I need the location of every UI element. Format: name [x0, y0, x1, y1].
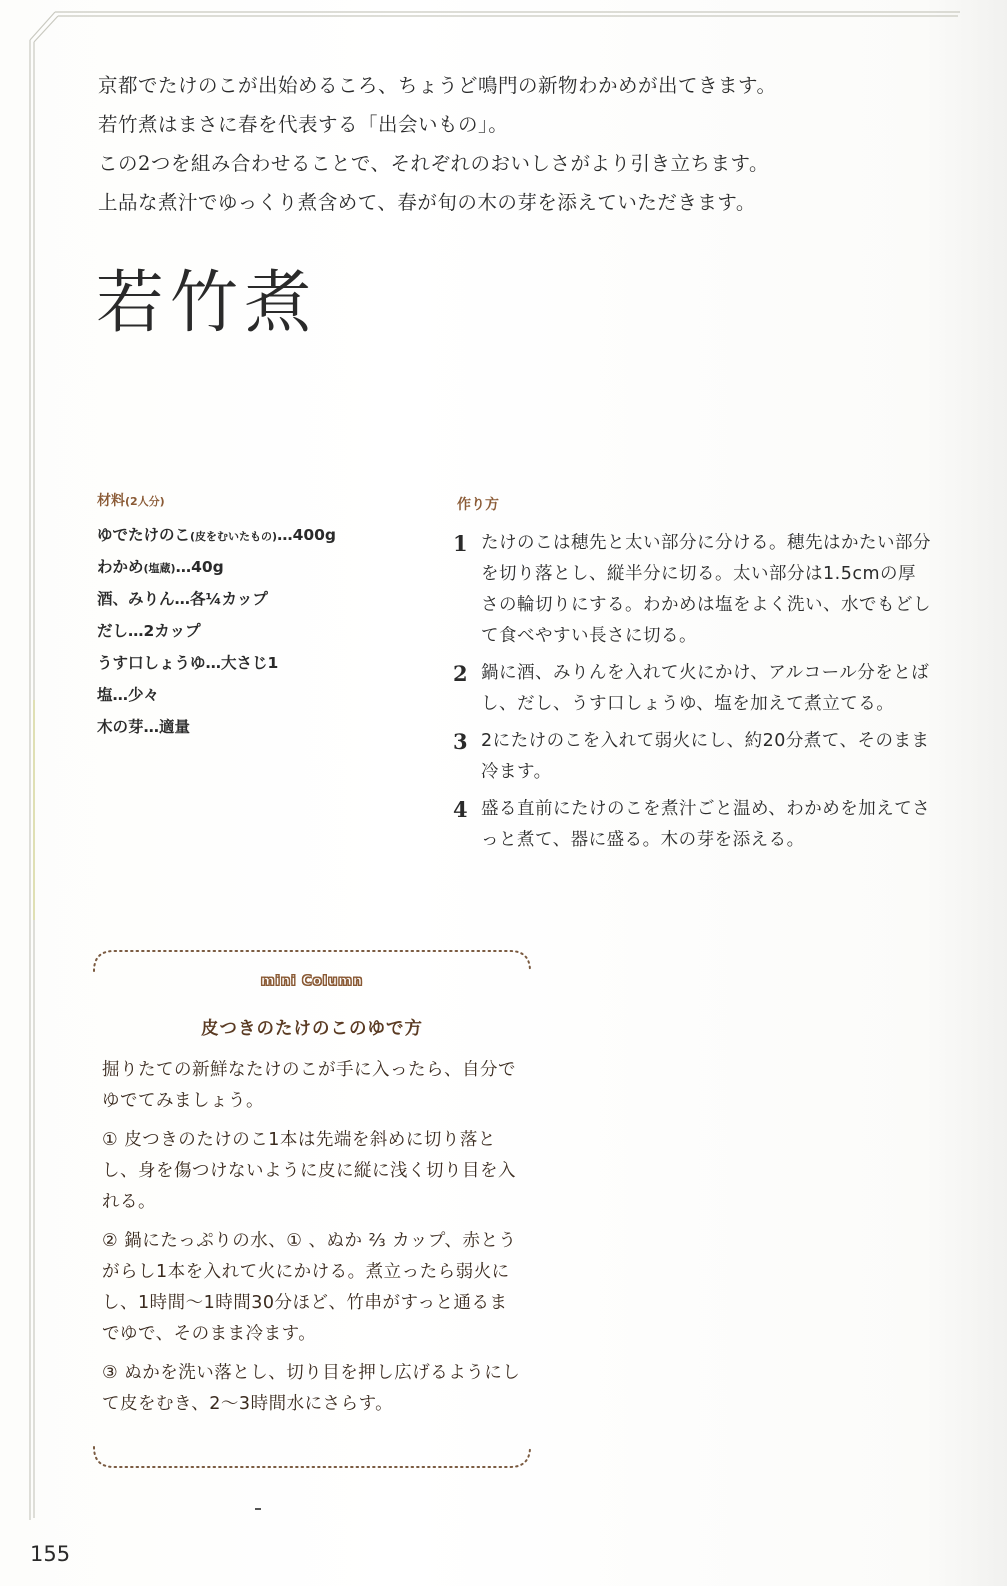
step-number: 4 — [453, 797, 468, 822]
column-paragraph: ① 皮つきのたけのこ1本は先端を斜めに切り落とし、身を傷つけないように皮に縦に浅く切り目を入れる。 — [102, 1130, 516, 1212]
step-text: 鍋に酒、みりんを入れて火にかけ、アルコール分をとばし、だし、うす口しょうゆ、塩を加えて煮立てる。 — [481, 663, 930, 714]
step-text: 盛る直前にたけのこを煮汁ごと温め、わかめを加えてさっと煮て、器に盛る。木の芽を添える。 — [481, 799, 931, 850]
intro-line: 京都でたけのこが出始めるころ、ちょうど鳴門の新物わかめが出てきます。 — [98, 74, 777, 97]
column-label: mini Column — [260, 974, 364, 989]
ingredient-item: だし…2カップ — [97, 622, 201, 640]
ingredient-item: うす口しょうゆ…大さじ1 — [97, 654, 279, 672]
ingredient-item: 酒、みりん…各¼カップ — [97, 590, 268, 608]
column-paragraph: ② 鍋にたっぷりの水、① 、ぬか ⅔ カップ、赤とうがらし1本を入れて火にかける。煮立ったら弱火にし、1時間〜1時間30分ほど、竹串がすっと通るまでゆで、そのまま冷ます。 — [102, 1231, 517, 1344]
step-text: 2にたけのこを入れて弱火にし、約20分煮て、そのまま冷ます。 — [481, 731, 930, 782]
page-number: 155 — [30, 1542, 71, 1566]
method-step — [453, 794, 933, 856]
column-title: 皮つきのたけのこのゆで方 — [201, 1019, 423, 1039]
ingredient-item: ゆでたけのこ(皮をむいたもの)…400g — [97, 526, 337, 544]
ingredients-section — [97, 490, 427, 744]
step-number: 1 — [453, 531, 468, 556]
intro-line: 若竹煮はまさに春を代表する「出会いもの」。 — [98, 113, 509, 136]
column-paragraph: 掘りたての新鮮なたけのこが手に入ったら、自分でゆでてみましょう。 — [102, 1060, 516, 1111]
print-mark — [255, 1508, 261, 1510]
method-step — [453, 726, 933, 788]
intro-line: 上品な煮汁でゆっくり煮含めて、春が旬の木の芽を添えていただきます。 — [98, 191, 756, 214]
recipe-title: 若竹煮 — [96, 264, 319, 343]
ingredient-item: わかめ(塩蔵)…40g — [97, 558, 224, 576]
intro-text — [98, 66, 818, 222]
mini-column-box — [92, 947, 532, 1477]
column-body — [102, 1055, 522, 1428]
step-number: 2 — [453, 661, 468, 686]
method-heading: 作り方 — [457, 497, 499, 513]
ingredients-list — [97, 520, 427, 744]
ingredients-heading: 材料(2人分) — [97, 493, 165, 509]
method-step — [453, 658, 933, 720]
step-number: 3 — [453, 729, 468, 754]
method-section — [453, 494, 933, 862]
intro-line: この2つを組み合わせることで、それぞれのおいしさがより引き立ちます。 — [98, 152, 769, 175]
column-paragraph: ③ ぬかを洗い落とし、切り目を押し広げるようにして皮をむき、2〜3時間水にさらす。 — [102, 1363, 521, 1414]
method-step — [453, 528, 933, 652]
ingredient-item: 塩…少々 — [97, 686, 160, 704]
step-text: たけのこは穂先と太い部分に分ける。穂先はかたい部分を切り落とし、縦半分に切る。太い部分は1.5cmの厚さの輪切りにする。わかめは塩をよく洗い、水でもどして食べやすい長さに切る。 — [481, 533, 931, 646]
ingredient-item: 木の芽…適量 — [97, 718, 191, 736]
